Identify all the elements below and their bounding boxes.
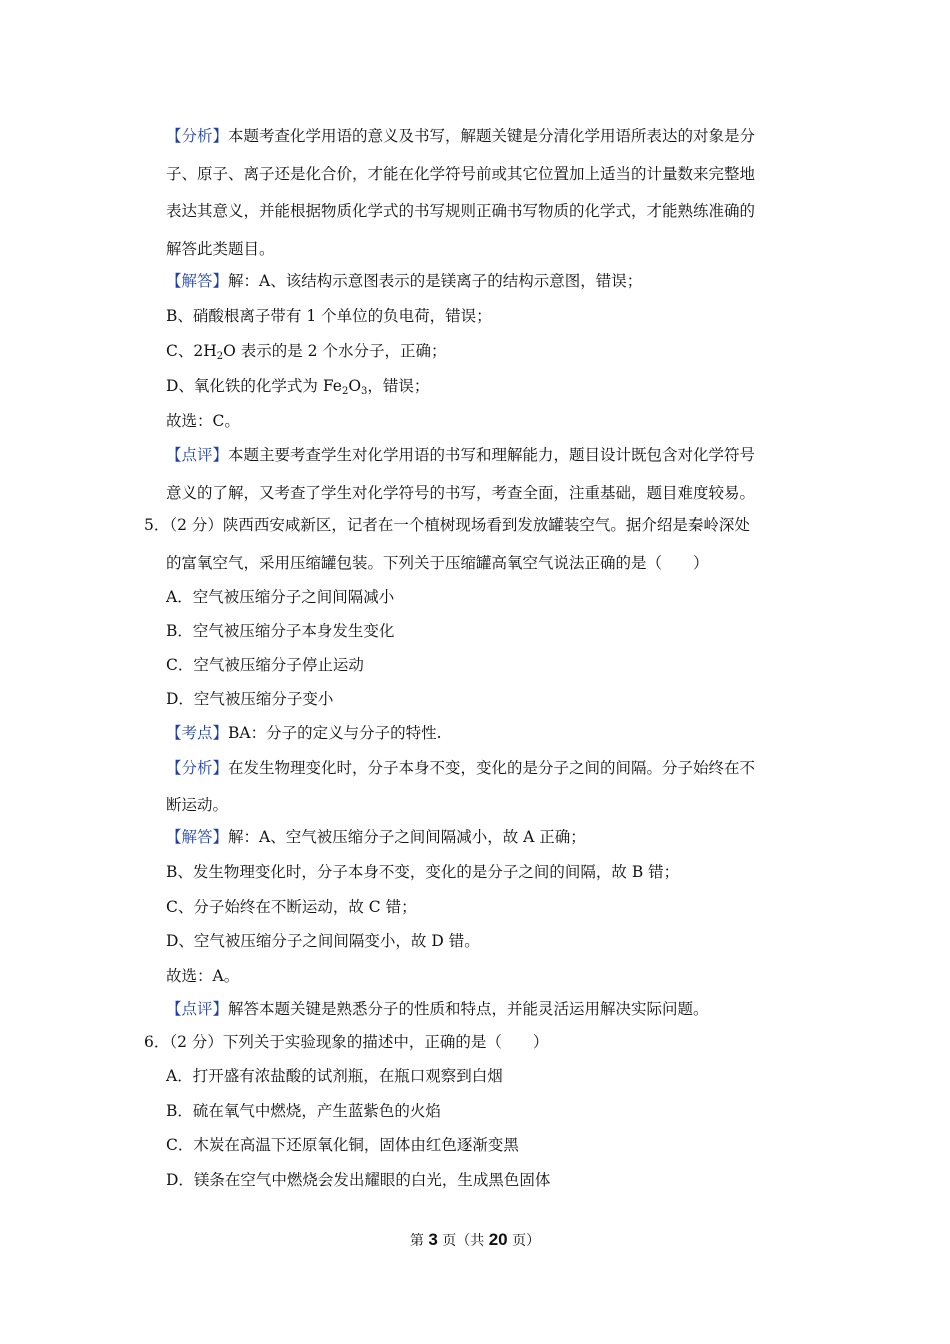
q5-jieda-line-3: C、分子始终在不断运动，故 C 错； (166, 898, 417, 916)
q5-fenxi-line-1: 【分析】在发生物理变化时，分子本身不变，变化的是分子之间的间隔。分子始终在不 (166, 759, 756, 777)
dianping-tag: 【点评】 (166, 446, 229, 464)
q6-option-d: D．镁条在空气中燃烧会发出耀眼的白光，生成黑色固体 (166, 1171, 551, 1189)
q6-option-a: A．打开盛有浓盐酸的试剂瓶，在瓶口观察到白烟 (166, 1067, 503, 1085)
fenxi-tag: 【分析】 (166, 759, 229, 777)
q4-dianping-line-1: 【点评】本题主要考查学生对化学用语的书写和理解能力，题目设计既包含对化学符号 (166, 446, 756, 464)
q5-kaodian-line: 【考点】BA：分子的定义与分子的特性. (166, 724, 442, 742)
page-number: 3 (428, 1230, 438, 1249)
q5-option-b: B．空气被压缩分子本身发生变化 (166, 622, 395, 640)
q4-c-line: C、$2H_2O$ 表示的是 2 个水分子，正确； (166, 342, 447, 362)
q4-dianping-line-2: 意义的了解，又考查了学生对化学符号的书写，考查全面，注重基础，题目难度较易。 (166, 484, 756, 502)
dianping-tag: 【点评】 (166, 1000, 229, 1018)
q4-fenxi-line-3: 表达其意义，并能根据物质化学式的书写规则正确书写物质的化学式，才能熟练准确的 (166, 202, 756, 220)
jieda-tag: 【解答】 (166, 272, 229, 290)
q4-fenxi-line-1: 【分析】本题考查化学用语的意义及书写，解题关键是分清化学用语所表达的对象是分 (166, 127, 756, 145)
q6-option-b: B．硫在氧气中燃烧，产生蓝紫色的火焰 (166, 1102, 441, 1120)
q4-answer: 故选：C。 (166, 412, 240, 430)
q4-fenxi-line-4: 解答此类题目。 (166, 240, 275, 258)
q5-answer: 故选：A。 (166, 967, 240, 985)
q5-option-c: C．空气被压缩分子停止运动 (166, 656, 364, 674)
q6-option-c: C．木炭在高温下还原氧化铜，固体由红色逐渐变黑 (166, 1136, 519, 1154)
page-total: 20 (488, 1230, 508, 1249)
q5-jieda-line-4: D、空气被压缩分子之间间隔变小，故 D 错。 (166, 932, 480, 950)
fenxi-tag: 【分析】 (166, 127, 229, 145)
q5-jieda-line-2: B、发生物理变化时，分子本身不变，变化的是分子之间的间隔，故 B 错； (166, 863, 680, 881)
question-number: 6． (144, 1033, 170, 1051)
q6-stem: 6．（2 分）下列关于实验现象的描述中，正确的是（ ） (144, 1033, 549, 1051)
question-number: 5． (144, 516, 170, 534)
jieda-tag: 【解答】 (166, 828, 229, 846)
q5-option-a: A．空气被压缩分子之间间隔减小 (166, 588, 395, 606)
page-footer: 第 3 页（共 20 页） (409, 1230, 541, 1249)
q5-dianping-line: 【点评】解答本题关键是熟悉分子的性质和特点，并能灵活运用解决实际问题。 (166, 1000, 709, 1018)
q5-stem-line-2: 的富氧空气，采用压缩罐包装。下列关于压缩罐高氧空气说法正确的是（ ） (166, 554, 709, 572)
kaodian-tag: 【考点】 (166, 724, 229, 742)
q4-fenxi-line-2: 子、原子、离子还是化合价，才能在化学符号前或其它位置加上适当的计量数来完整地 (166, 165, 756, 183)
q4-b-line: B、硝酸根离子带有 1 个单位的负电荷，错误； (166, 307, 492, 325)
q5-stem-line-1: 5．（2 分）陕西西安咸新区，记者在一个植树现场看到发放罐装空气。据介绍是秦岭深处 (144, 516, 750, 534)
q5-option-d: D．空气被压缩分子变小 (166, 690, 334, 708)
q5-fenxi-line-2: 断运动。 (166, 796, 229, 814)
q4-d-line: D、氧化铁的化学式为 $Fe_2O_3$，错误； (166, 377, 430, 397)
q4-jieda-line: 【解答】解：A、该结构示意图表示的是镁离子的结构示意图，错误； (166, 272, 643, 290)
q5-jieda-line-1: 【解答】解：A、空气被压缩分子之间间隔减小，故 A 正确； (166, 828, 586, 846)
